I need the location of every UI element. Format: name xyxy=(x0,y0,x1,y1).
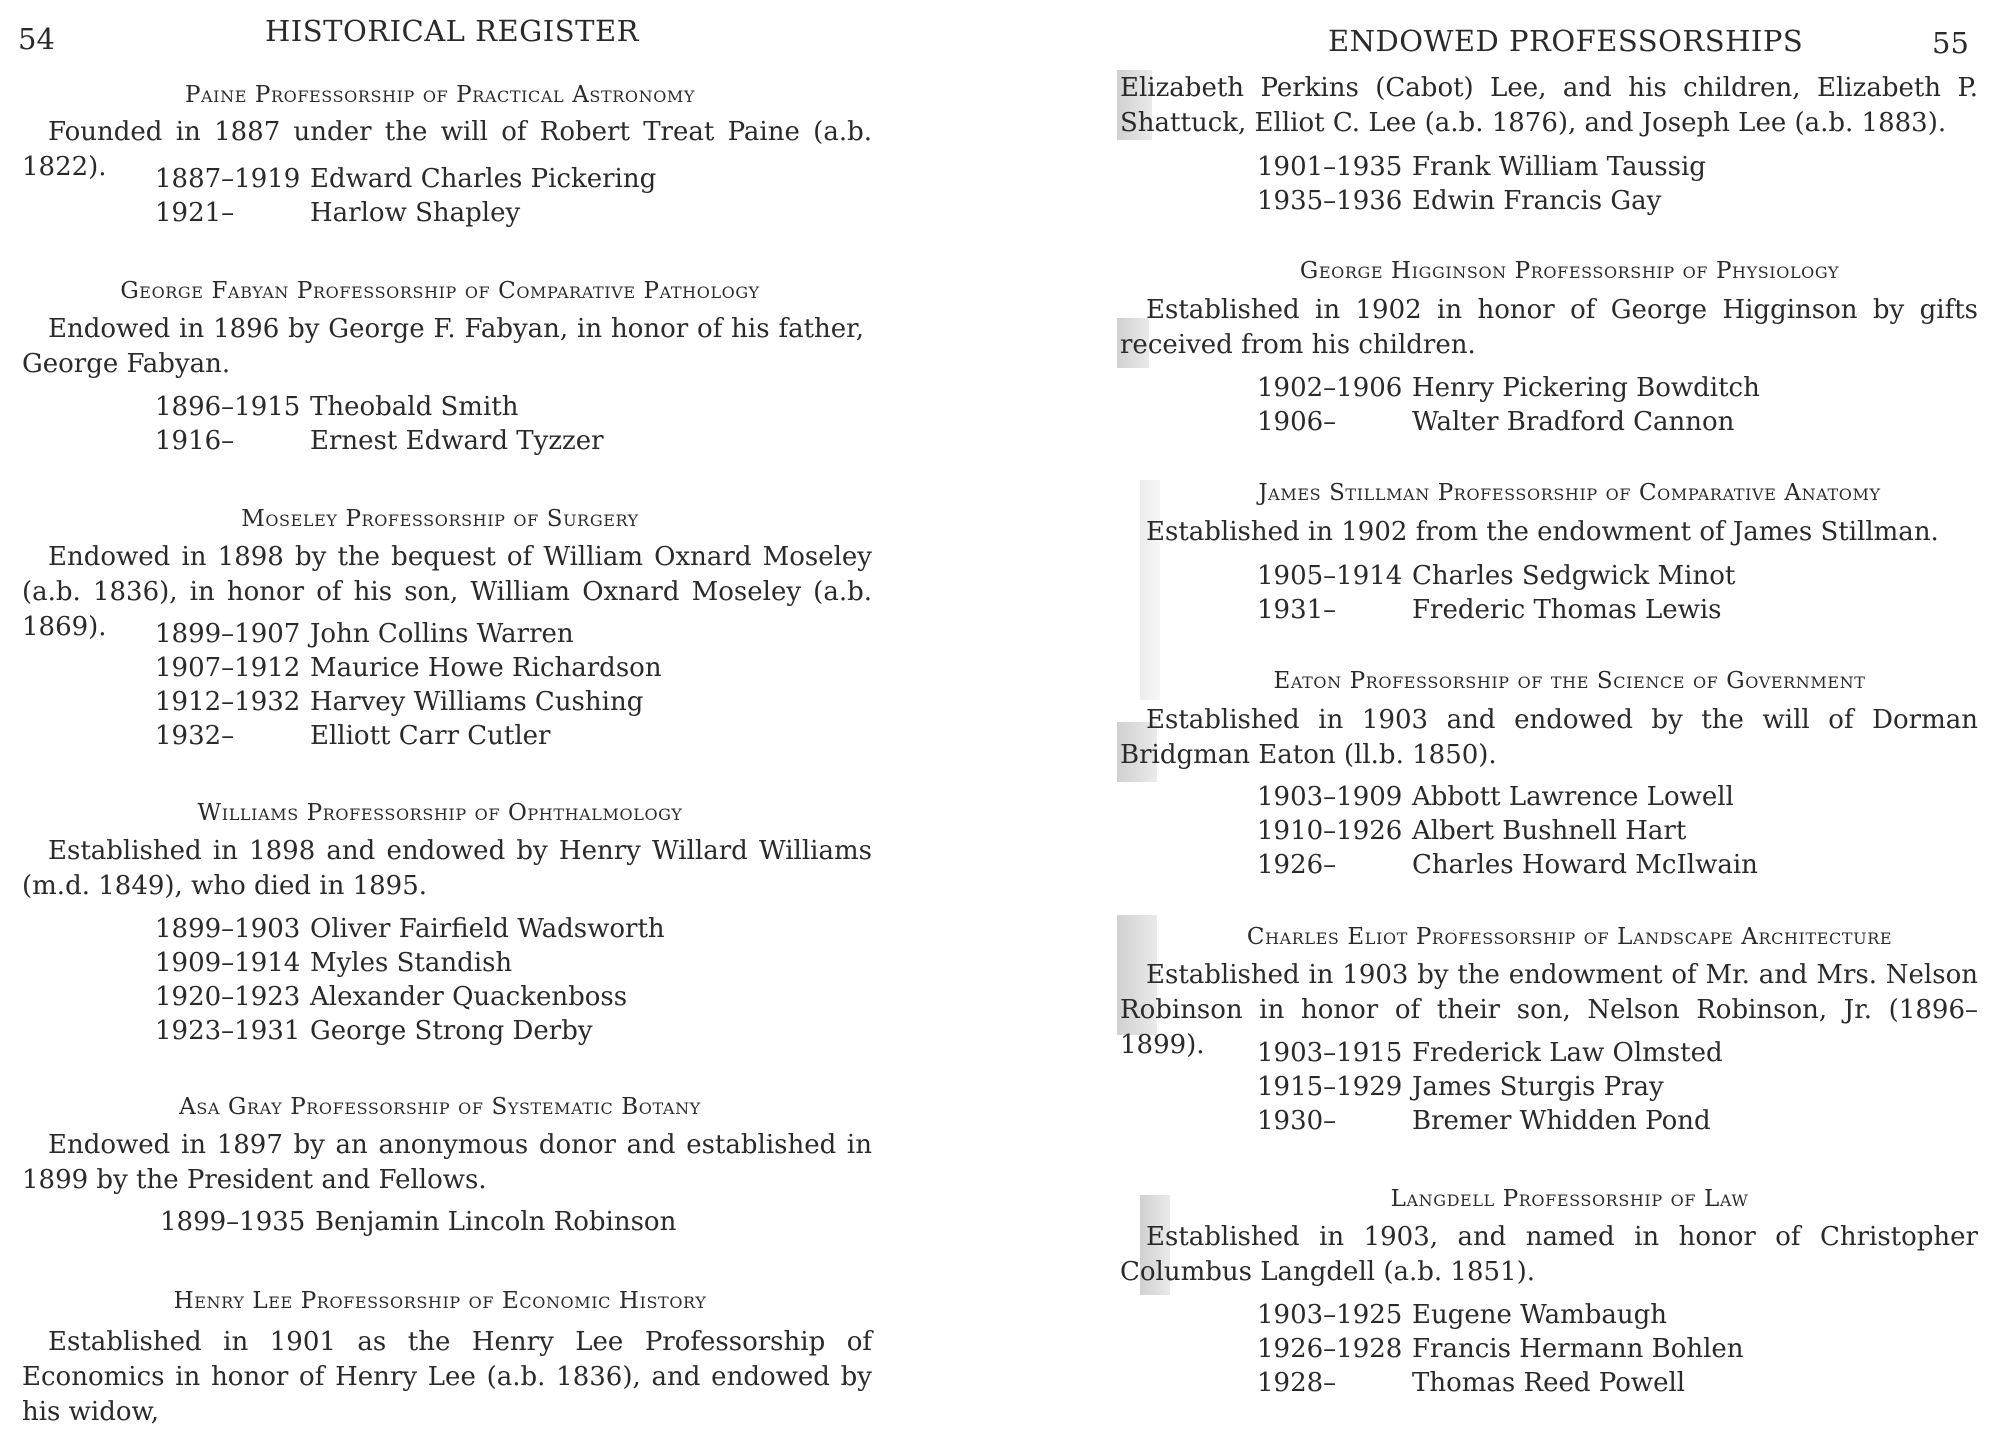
appointment-entry xyxy=(1257,559,1735,593)
section-title: James Stillman Professorship of Comparative Anatomy xyxy=(1258,480,1881,506)
entry-years: 1899–1907 xyxy=(155,619,301,649)
section-text: Founded in 1887 under the will of Robert Treat Paine (a.b. 1822). xyxy=(22,117,872,182)
section-text: Endowed in 1896 by George F. Fabyan, in honor of his father, George Fabyan. xyxy=(22,314,864,379)
entry-name: Abbott Lawrence Lowell xyxy=(1412,782,1734,812)
appointment-entry xyxy=(1257,848,1758,882)
section-text: Established in 1903, and named in honor of Christopher Columbus Langdell (a.b. 1851). xyxy=(1120,1222,1978,1287)
page-number: 54 xyxy=(18,22,55,56)
entry-years: 1906– xyxy=(1257,407,1337,437)
section-text: Endowed in 1897 by an anonymous donor and established in 1899 by the President and Fellows. xyxy=(22,1130,872,1195)
entry-years: 1935–1936 xyxy=(1257,186,1403,216)
appointment-list xyxy=(1257,1036,1723,1138)
appointment-entry xyxy=(155,719,662,753)
appointment-entry xyxy=(1257,1070,1723,1104)
appointment-entry xyxy=(155,1014,665,1048)
entry-years: 1928– xyxy=(1257,1368,1337,1398)
entry-name: Edwin Francis Gay xyxy=(1412,186,1662,216)
entry-years: 1903–1909 xyxy=(1257,782,1403,812)
section-title: George Fabyan Professorship of Comparative Pathology xyxy=(120,278,760,304)
section-title: Williams Professorship of Ophthalmology xyxy=(197,800,683,826)
section-text: Established in 1898 and endowed by Henry Willard Williams (m.d. 1849), who died in 1895. xyxy=(22,836,872,901)
section-title: Langdell Professorship of Law xyxy=(1390,1186,1749,1212)
running-header: HISTORICAL REGISTER xyxy=(265,14,639,48)
appointment-entry xyxy=(1257,1104,1723,1138)
appointment-entry xyxy=(1257,371,1760,405)
section-title: Paine Professorship of Practical Astronomy xyxy=(184,82,696,108)
appointment-list xyxy=(155,390,604,458)
entry-years: 1899–1903 xyxy=(155,914,301,944)
entry-name: Frank William Taussig xyxy=(1412,152,1706,182)
entry-name: Ernest Edward Tyzzer xyxy=(310,426,604,456)
entry-years: 1915–1929 xyxy=(1257,1072,1403,1102)
entry-years: 1916– xyxy=(155,426,235,456)
entry-years: 1930– xyxy=(1257,1106,1337,1136)
entry-years: 1923–1931 xyxy=(155,1016,301,1046)
section-text: Endowed in 1898 by the bequest of William Oxnard Moseley (a.b. 1836), in honor of his son, William Oxnard Moseley (a.b. 1869). xyxy=(22,542,872,642)
entry-name: Oliver Fairfield Wadsworth xyxy=(310,914,665,944)
appointment-list xyxy=(1257,150,1706,218)
entry-years: 1931– xyxy=(1257,595,1337,625)
appointment-entry xyxy=(1257,405,1760,439)
appointment-list xyxy=(155,617,662,753)
entry-name: Albert Bushnell Hart xyxy=(1412,816,1687,846)
entry-name: Harlow Shapley xyxy=(310,198,521,228)
entry-years: 1920–1923 xyxy=(155,982,301,1012)
entry-name: Harvey Williams Cushing xyxy=(310,687,644,717)
appointment-entry xyxy=(155,685,662,719)
appointment-entry xyxy=(1257,814,1758,848)
entry-years: 1926–1928 xyxy=(1257,1334,1403,1364)
appointment-entry xyxy=(1257,780,1758,814)
entry-years: 1902–1906 xyxy=(1257,373,1403,403)
entry-name: Henry Pickering Bowditch xyxy=(1412,373,1760,403)
appointment-entry xyxy=(155,196,656,230)
appointment-entry xyxy=(160,1205,676,1239)
appointment-list xyxy=(155,912,665,1048)
entry-years: 1912–1932 xyxy=(155,687,301,717)
appointment-list xyxy=(1257,780,1758,882)
left-page xyxy=(0,0,880,1427)
entry-name: Walter Bradford Cannon xyxy=(1412,407,1735,437)
entry-years: 1887–1919 xyxy=(155,164,301,194)
section-text: Established in 1903 by the endowment of Mr. and Mrs. Nelson Robinson in honor of their son, Nelson Robinson, Jr. (1896–1899). xyxy=(1120,960,1978,1060)
entry-years: 1901–1935 xyxy=(1257,152,1403,182)
section-title: George Higginson Professorship of Physiology xyxy=(1299,258,1840,284)
entry-years: 1910–1926 xyxy=(1257,816,1403,846)
appointment-entry xyxy=(155,162,656,196)
appointment-list xyxy=(160,1205,676,1239)
page-number: 55 xyxy=(1932,26,1969,60)
entry-name: Alexander Quackenboss xyxy=(310,982,628,1012)
appointment-entry xyxy=(1257,184,1706,218)
appointment-list xyxy=(155,162,656,230)
running-header: ENDOWED PROFESSORSHIPS xyxy=(1328,24,1804,58)
entry-name: Frederic Thomas Lewis xyxy=(1412,595,1722,625)
section-text: Established in 1903 and endowed by the will of Dorman Bridgman Eaton (ll.b. 1850). xyxy=(1120,705,1978,770)
entry-name: Benjamin Lincoln Robinson xyxy=(315,1207,677,1237)
entry-name: John Collins Warren xyxy=(310,619,574,649)
entry-years: 1899–1935 xyxy=(160,1207,306,1237)
entry-years: 1921– xyxy=(155,198,235,228)
section-text: Established in 1902 in honor of George Higginson by gifts received from his children. xyxy=(1120,295,1978,360)
entry-years: 1905–1914 xyxy=(1257,561,1403,591)
appointment-entry xyxy=(1257,1298,1744,1332)
continuation-text: Elizabeth Perkins (Cabot) Lee, and his children, Elizabeth P. Shattuck, Elliot C. Lee (a.b. 1876), and Joseph Lee (a.b. 1883). xyxy=(1120,73,1978,138)
section-title: Henry Lee Professorship of Economic History xyxy=(173,1288,707,1314)
entry-name: Charles Sedgwick Minot xyxy=(1412,561,1736,591)
entry-name: Eugene Wambaugh xyxy=(1412,1300,1668,1330)
entry-name: Myles Standish xyxy=(310,948,513,978)
entry-years: 1896–1915 xyxy=(155,392,301,422)
section-title: Moseley Professorship of Surgery xyxy=(241,506,639,532)
section-text: Established in 1901 as the Henry Lee Professorship of Economics in honor of Henry Lee (a.b. 1836), and endowed by his widow, xyxy=(22,1327,872,1427)
entry-name: James Sturgis Pray xyxy=(1412,1072,1664,1102)
appointment-entry xyxy=(155,424,604,458)
appointment-entry xyxy=(1257,593,1735,627)
entry-years: 1926– xyxy=(1257,850,1337,880)
appointment-entry xyxy=(155,912,665,946)
appointment-entry xyxy=(1257,1366,1744,1400)
entry-name: George Strong Derby xyxy=(310,1016,593,1046)
section-title: Asa Gray Professorship of Systematic Botany xyxy=(179,1094,701,1120)
appointment-entry xyxy=(1257,1036,1723,1070)
entry-name: Edward Charles Pickering xyxy=(310,164,657,194)
appointment-entry xyxy=(1257,1332,1744,1366)
appointment-list xyxy=(1257,1298,1744,1400)
right-page xyxy=(1110,0,1989,1413)
entry-years: 1932– xyxy=(155,721,235,751)
section-text: Established in 1902 from the endowment of James Stillman. xyxy=(1146,517,1939,547)
appointment-entry xyxy=(155,617,662,651)
section-title: Eaton Professorship of the Science of Government xyxy=(1273,668,1866,694)
entry-years: 1909–1914 xyxy=(155,948,301,978)
appointment-entry xyxy=(155,980,665,1014)
appointment-entry xyxy=(155,651,662,685)
entry-years: 1903–1915 xyxy=(1257,1038,1403,1068)
appointment-entry xyxy=(155,390,604,424)
appointment-entry xyxy=(155,946,665,980)
entry-years: 1907–1912 xyxy=(155,653,301,683)
scan-shading xyxy=(1140,480,1160,700)
entry-name: Francis Hermann Bohlen xyxy=(1412,1334,1744,1364)
appointment-list xyxy=(1257,371,1760,439)
entry-name: Elliott Carr Cutler xyxy=(310,721,551,751)
entry-name: Bremer Whidden Pond xyxy=(1412,1106,1711,1136)
entry-name: Frederick Law Olmsted xyxy=(1412,1038,1723,1068)
entry-name: Maurice Howe Richardson xyxy=(310,653,662,683)
section-title: Charles Eliot Professorship of Landscape Architecture xyxy=(1246,924,1893,950)
appointment-list xyxy=(1257,559,1735,627)
entry-name: Thomas Reed Powell xyxy=(1412,1368,1686,1398)
appointment-entry xyxy=(1257,150,1706,184)
entry-years: 1903–1925 xyxy=(1257,1300,1403,1330)
entry-name: Theobald Smith xyxy=(310,392,519,422)
entry-name: Charles Howard McIlwain xyxy=(1412,850,1758,880)
